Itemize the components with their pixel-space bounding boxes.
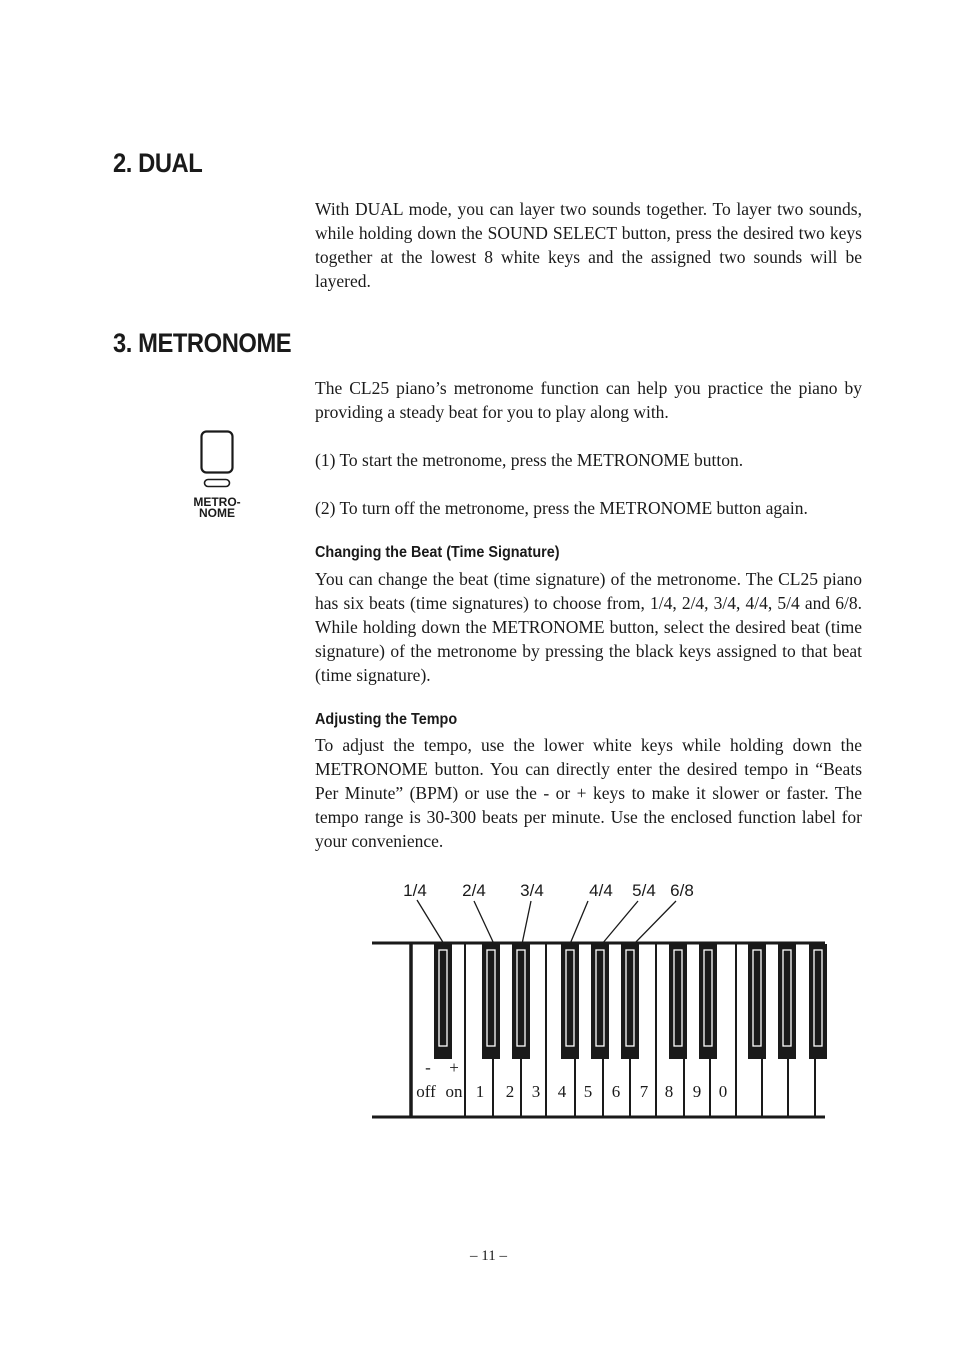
metronome-step-1: (1) To start the metronome, press the METRONOME button.: [315, 450, 744, 470]
black-key: [778, 944, 796, 1059]
metronome-step-2: (2) To turn off the metronome, press the METRONOME button again.: [315, 498, 808, 518]
tempo-paragraph: To adjust the tempo, use the lower white keys while holding down the METRONOME button. You can directly enter the desired tempo in “Beats Per Minute” (BPM) or use the - or + keys to make it slower or faster. The tempo range is 30-300 beats per minute. Use the enclosed function label for your convenience.: [315, 735, 862, 851]
tempo-key-label: on: [445, 1082, 463, 1101]
black-key: [809, 944, 827, 1059]
tempo-key-label: 6: [611, 1082, 621, 1101]
beat-label: 5/4: [632, 881, 656, 900]
metronome-intro: The CL25 piano’s metronome function can help you practice the piano by providing a steady beat for you to play along with.: [315, 378, 862, 422]
tempo-key-label: 1: [475, 1082, 485, 1101]
black-key: [591, 944, 609, 1059]
tempo-sign-label: -: [425, 1058, 431, 1077]
tempo-sign-label: +: [449, 1058, 459, 1077]
black-key: [561, 944, 579, 1059]
black-key: [699, 944, 717, 1059]
dual-paragraph: With DUAL mode, you can layer two sounds together. To layer two sounds, while holding down the SOUND SELECT button, press the desired two keys together at the lowest 8 white keys and the assigned two sounds will be layered.: [315, 199, 862, 291]
beat-pointer-line: [634, 901, 676, 944]
black-key: [482, 944, 500, 1059]
tempo-key-label: 3: [531, 1082, 541, 1101]
tempo-key-label: 5: [583, 1082, 593, 1101]
tempo-key-label: off: [416, 1082, 436, 1101]
beat-pointer-line: [602, 901, 638, 944]
metronome-button-label-line2: NOME: [199, 506, 235, 520]
beat-pointer-line: [522, 901, 531, 944]
black-key: [621, 944, 639, 1059]
beat-pointer-line: [417, 900, 444, 944]
page-number: – 11 –: [470, 1248, 507, 1264]
beat-label: 4/4: [589, 881, 613, 900]
beat-label: 6/8: [670, 881, 694, 900]
black-key: [434, 944, 452, 1059]
tempo-subheading: Adjusting the Tempo: [315, 711, 458, 728]
tempo-key-label: 8: [664, 1082, 674, 1101]
tempo-key-label: 9: [692, 1082, 702, 1101]
tempo-key-label: 7: [639, 1082, 649, 1101]
tempo-key-label: 4: [557, 1082, 567, 1101]
beat-label: 3/4: [520, 881, 544, 900]
tempo-key-label: 2: [505, 1082, 515, 1101]
black-key: [748, 944, 766, 1059]
metronome-heading: 3. METRONOME: [113, 328, 292, 358]
beat-subheading: Changing the Beat (Time Signature): [315, 544, 560, 561]
beat-pointer-line: [474, 901, 494, 944]
tempo-key-label: 0: [718, 1082, 728, 1101]
dual-heading: 2. DUAL: [113, 148, 203, 178]
beat-label: 2/4: [462, 881, 486, 900]
black-key: [512, 944, 530, 1059]
beat-paragraph: You can change the beat (time signature) of the metronome. The CL25 piano has six beats (time signatures) to choose from, 1/4, 2/4, 3/4, 4/4, 5/4 and 6/8. While holding down the METRONOME button, select the desired beat (time signature) of the metronome by pressing the black keys assigned to that beat (time signature).: [315, 569, 862, 685]
black-key: [669, 944, 687, 1059]
metronome-button-label-line1: METRO-: [193, 495, 241, 509]
beat-label: 1/4: [403, 881, 427, 900]
beat-pointer-line: [570, 901, 588, 944]
